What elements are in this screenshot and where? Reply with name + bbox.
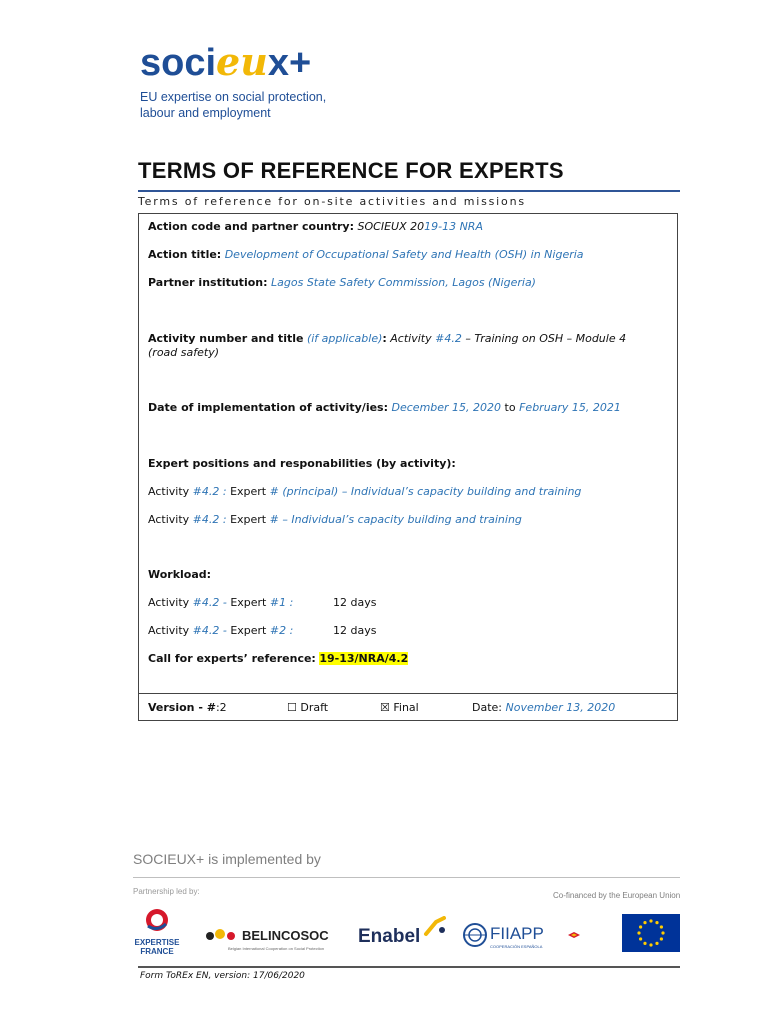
workload-2-id: #2 : <box>269 624 294 637</box>
action-code-value: 19-13 NRA <box>424 220 483 233</box>
action-code-value-prefix: SOCIEUX 20 <box>357 220 425 233</box>
draft-checkbox[interactable]: ☐ <box>287 701 297 714</box>
tagline-line-2: labour and employment <box>140 106 271 120</box>
action-code-label: Action code and partner country: <box>148 220 354 233</box>
position-2-activity: Activity <box>148 513 190 526</box>
workload-2-activity: Activity <box>148 624 190 637</box>
position-2-expert: Expert <box>230 513 267 526</box>
activity-prefix: Activity <box>390 332 432 345</box>
eu-star <box>637 931 640 934</box>
fiiapp-logo <box>462 920 582 954</box>
call-reference-label: Call for experts’ reference: <box>148 652 316 665</box>
workload-2-number: #4.2 - <box>192 624 227 637</box>
expertise-france-text-1: EXPERTISE <box>134 938 180 947</box>
belincosoc-icon <box>204 928 240 946</box>
version-row <box>148 701 227 715</box>
partnership-label: Partnership led by: <box>133 887 200 896</box>
workload-1-id: #1 : <box>269 596 294 609</box>
cofinanced-label: Co-financed by the European Union <box>553 891 681 900</box>
action-title-label: Action title: <box>148 248 222 261</box>
logo-text-xplus: x+ <box>267 42 312 84</box>
date-row <box>148 401 621 415</box>
eu-flag-icon <box>622 914 680 952</box>
workload-row-1 <box>148 596 293 610</box>
position-2-detail: # – Individual’s capacity building and training <box>269 513 522 526</box>
enabel-logo <box>358 916 450 950</box>
activity-colon: : <box>382 332 387 345</box>
implemented-by-heading: SOCIEUX+ is implemented by <box>133 851 321 867</box>
partner-label: Partner institution: <box>148 276 268 289</box>
footer-divider <box>138 966 680 968</box>
date-label: Date of implementation of activity/ies: <box>148 401 389 414</box>
workload-1-number: #4.2 - <box>192 596 227 609</box>
eu-star <box>655 921 658 924</box>
eu-stars-icon <box>622 914 680 952</box>
spanish-coop-icon <box>568 930 580 940</box>
call-reference-row <box>148 652 408 666</box>
eu-star <box>643 942 646 945</box>
eu-star <box>655 942 658 945</box>
position-1-activity: Activity <box>148 485 190 498</box>
belincosoc-subtext: Belgian International Cooperation on Social Protection <box>228 946 325 951</box>
version-date-label: Date: <box>472 701 502 714</box>
final-option[interactable] <box>380 701 419 715</box>
activity-title-line-1: – Training on OSH – Module 4 <box>465 332 627 345</box>
position-1-number: #4.2 : <box>192 485 227 498</box>
partner-row <box>148 276 536 290</box>
workload-label: Workload: <box>148 568 212 581</box>
document-title: TERMS OF REFERENCE FOR EXPERTS <box>138 158 564 183</box>
eu-star <box>649 943 652 946</box>
position-row-1 <box>148 485 581 499</box>
date-end: February 15, 2021 <box>519 401 621 414</box>
title-divider <box>138 190 680 192</box>
fiiapp-subtext: COOPERACIÓN ESPAÑOLA <box>490 944 543 949</box>
workload-2-expert: Expert <box>230 624 267 637</box>
eu-star <box>660 937 663 940</box>
workload-1-days: 12 days <box>333 596 377 609</box>
form-reference: Form ToREx EN, version: 17/06/2020 <box>140 971 305 981</box>
draft-label: Draft <box>300 701 329 714</box>
version-date-value: November 13, 2020 <box>505 701 616 714</box>
logo-text-eu: eu <box>216 39 268 84</box>
fiiapp-icon <box>462 922 488 948</box>
activity-row <box>148 332 626 346</box>
expertise-france-text-2: FRANCE <box>140 947 174 956</box>
eu-star <box>639 937 642 940</box>
logo-text-soci: soci <box>140 42 217 84</box>
workload-2-days: 12 days <box>333 624 377 637</box>
date-start: December 15, 2020 <box>391 401 502 414</box>
eu-star <box>639 925 642 928</box>
activity-row-cont <box>148 346 219 360</box>
enabel-text: Enabel <box>358 926 421 947</box>
date-to: to <box>504 401 516 414</box>
eu-star <box>661 931 664 934</box>
partner-value: Lagos State Safety Commission, Lagos (Nigeria) <box>271 276 536 289</box>
expert-positions-label: Expert positions and responabilities (by activity): <box>148 457 456 470</box>
activity-title-line-2: (road safety) <box>148 346 219 359</box>
eu-star <box>649 919 652 922</box>
workload-row-2 <box>148 624 293 638</box>
document-subtitle: Terms of reference for on-site activities and missions <box>138 195 526 208</box>
logo-tagline <box>140 89 326 121</box>
action-title-row <box>148 248 584 262</box>
version-label: Version - # <box>148 701 216 714</box>
eu-star <box>643 921 646 924</box>
version-number: :2 <box>215 701 227 714</box>
eu-star <box>660 925 663 928</box>
position-1-detail: # (principal) – Individual’s capacity building and training <box>269 485 582 498</box>
call-reference-value: 19-13/NRA/4.2 <box>319 652 409 665</box>
action-title-value: Development of Occupational Safety and Health (OSH) in Nigeria <box>224 248 584 261</box>
workload-1-activity: Activity <box>148 596 190 609</box>
workload-1-expert: Expert <box>230 596 267 609</box>
activity-number: #4.2 <box>435 332 462 345</box>
position-1-expert: Expert <box>230 485 267 498</box>
position-row-2 <box>148 513 522 527</box>
implemented-by-divider <box>133 877 680 878</box>
expertise-france-icon <box>128 906 186 934</box>
activity-label: Activity number and title <box>148 332 304 345</box>
final-checkbox[interactable]: ☒ <box>380 701 390 714</box>
tagline-line-1: EU expertise on social protection, <box>140 90 327 104</box>
socieux-logo <box>140 40 311 85</box>
position-2-number: #4.2 : <box>192 513 227 526</box>
action-code-row <box>148 220 483 234</box>
belincosoc-logo <box>204 926 344 956</box>
activity-hint: (if applicable) <box>306 332 383 345</box>
draft-option[interactable] <box>287 701 328 715</box>
expertise-france-logo <box>128 906 186 956</box>
version-date <box>472 701 615 715</box>
belincosoc-text: BELINCOSOC <box>242 928 329 943</box>
fiiapp-text: FIIAPP <box>490 924 544 943</box>
enabel-icon <box>422 916 448 940</box>
final-label: Final <box>393 701 419 714</box>
